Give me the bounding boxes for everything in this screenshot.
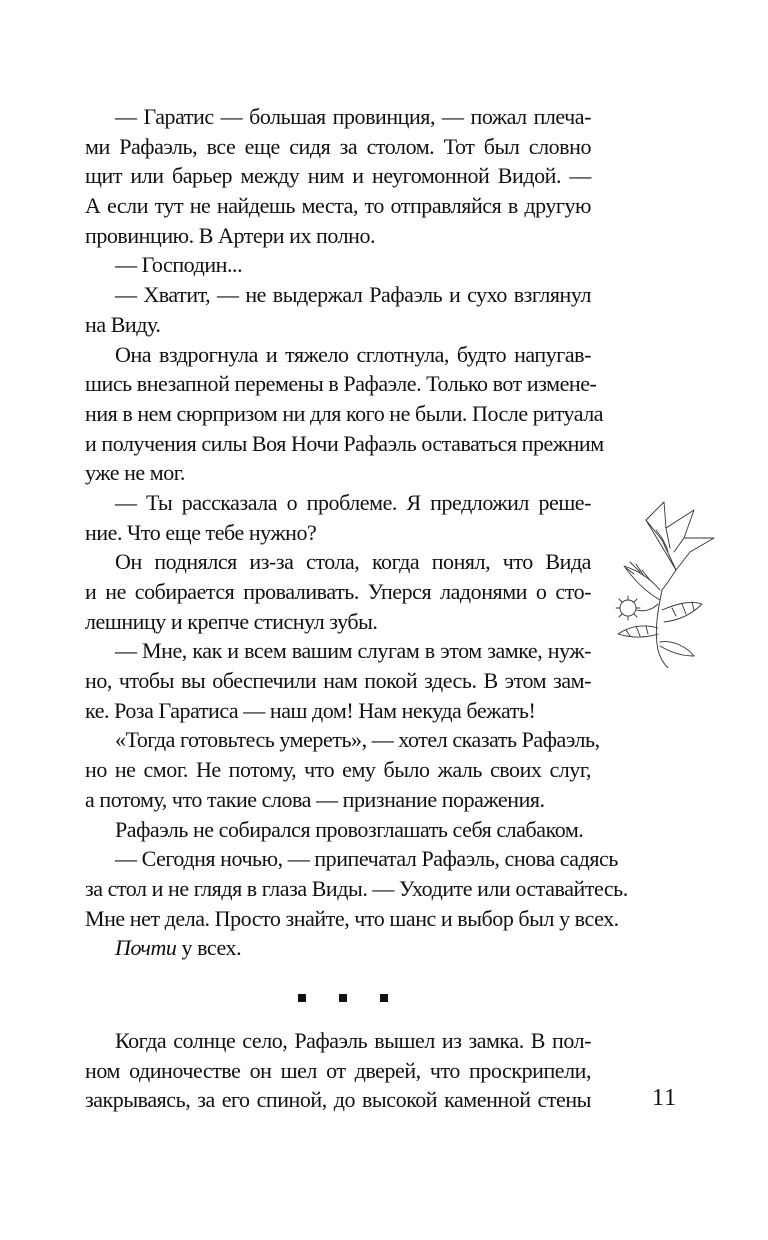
text-line: «Тогда готовьтесь умереть», — хотел сказать Рафаэль, xyxy=(115,727,600,753)
text-line: Он поднялся из-за стола, когда понял, что Вида xyxy=(115,549,591,575)
text-line: но, чтобы вы обеспечили нам покой здесь. В этом зам- xyxy=(85,668,591,694)
text-line: ном одиночестве он шел от дверей, что проскрипели, xyxy=(85,1057,591,1083)
text-line: — Мне, как и всем вашим слугам в этом замке, нуж- xyxy=(115,638,591,664)
text-line: закрываясь, за его спиной, до высокой каменной стены xyxy=(85,1087,591,1113)
text-line: — Хватит, — не выдержал Рафаэль и сухо взглянул xyxy=(115,282,591,308)
text-line: ние. Что еще тебе нужно? xyxy=(85,519,317,545)
text-line xyxy=(85,933,591,963)
text-line: и не собирается проваливать. Уперся ладонями о сто- xyxy=(85,579,591,604)
text-line: А если тут не найдешь места, то отправляйся в другую xyxy=(85,193,591,219)
text-line: провинцию. В Артери их полно. xyxy=(85,222,376,248)
separator-dot xyxy=(380,994,388,1002)
text-fragment: у всех. xyxy=(176,935,242,961)
text-line: Рафаэль не собирался провозглашать себя слабаком. xyxy=(115,816,584,842)
text-line: а потому, что такие слова — признание поражения. xyxy=(85,786,545,812)
text-line: — Ты рассказала о проблеме. Я предложил реше- xyxy=(115,489,591,515)
text-line: за стол и не глядя в глаза Виды. — Уходите или оставайтесь. xyxy=(85,875,628,901)
text-line: и получения силы Воя Ночи Рафаэль оставаться прежним xyxy=(85,430,604,456)
text-line: ке. Роза Гаратиса — наш дом! Нам некуда бежать! xyxy=(85,697,536,723)
text-line: ми Рафаэль, все еще сидя за столом. Тот был словно xyxy=(85,133,591,159)
emphasis-text: Почти xyxy=(115,935,177,961)
text-line: Когда солнце село, Рафаэль вышел из замка. В пол- xyxy=(115,1028,591,1053)
text-line: Мне нет дела. Просто знайте, что шанс и выбор был у всех. xyxy=(85,905,619,931)
text-line: но не смог. Не потому, что ему было жаль своих слуг, xyxy=(85,757,591,783)
separator-dot xyxy=(298,994,306,1002)
text-line: — Сегодня ночью, — припечатал Рафаэль, снова садясь xyxy=(115,846,618,872)
page-number: 11 xyxy=(652,1085,678,1111)
section-separator xyxy=(298,986,388,1010)
separator-dot xyxy=(339,994,347,1002)
text-line: ния в нем сюрпризом ни для кого не были. После ритуала xyxy=(85,400,604,426)
text-line: Она вздрогнула и тяжело сглотнула, будто напугав- xyxy=(115,341,591,367)
text-line: — Господин... xyxy=(115,252,243,278)
main-text-block xyxy=(85,102,628,963)
text-line: шись внезапной перемены в Рафаэле. Только вот измене- xyxy=(85,371,597,397)
text-line: лешницу и крепче стиснул зубы. xyxy=(85,608,378,634)
text-line: щит или барьер между ним и неугомонной Видой. — xyxy=(85,163,591,189)
text-line: на Виду. xyxy=(85,311,161,337)
text-line: уже не мог. xyxy=(85,460,185,486)
flower-sketch-icon xyxy=(606,500,724,668)
continuation-text-block xyxy=(85,1026,591,1115)
text-line: — Гаратис — большая провинция, — пожал плеча- xyxy=(115,104,591,129)
